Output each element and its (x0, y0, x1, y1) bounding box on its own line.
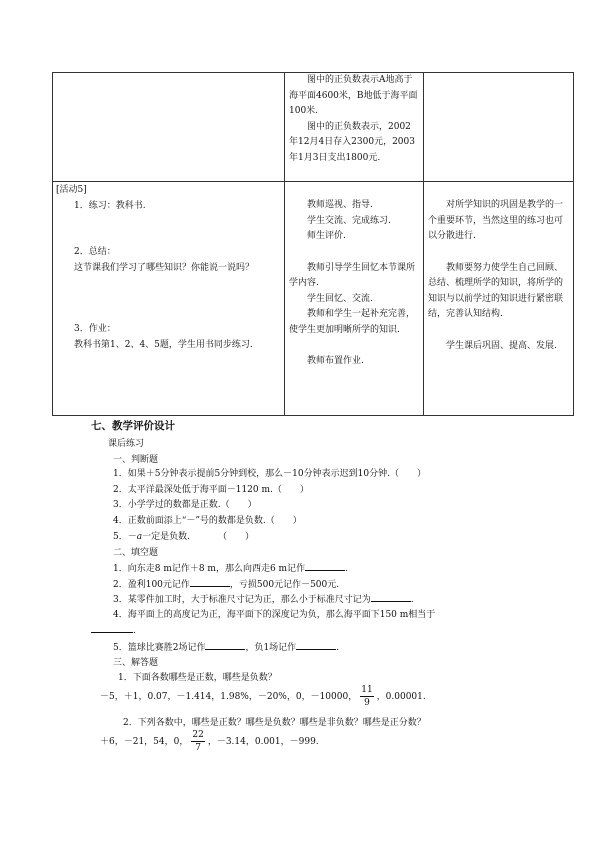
part1-q2: 2．太平洋最深处低于海平面－1120 m.（ ） (113, 485, 309, 495)
part2-q5-blank1[interactable] (205, 639, 245, 650)
activity-item1: 1．练习：教科书. (74, 200, 146, 211)
part2-q2-b: ，亏损500元记作－500元. (229, 580, 340, 590)
part3-q2-nums (100, 729, 319, 754)
part3-q1-nums-a: －5，＋1，0.07，－1.414，1.98%，－20%，0，－10000， (100, 692, 358, 702)
part2-q1-b: . (345, 564, 348, 574)
activity-col3-p3: 学生课后巩固、提高、发展. (446, 340, 557, 351)
activity-col1 (56, 183, 280, 353)
part3-q1: 1．下面各数哪些是正数，哪些是负数？ (118, 673, 277, 683)
activity-col3-p1: 对所学知识的巩固是教学的一个重要环节，当然这里的练习也可以分散进行. (428, 200, 564, 241)
part2-q1-blank[interactable] (305, 560, 345, 571)
part2-q1-a: 1．向东走8 m记作＋8 m，那么向西走6 m记作 (113, 564, 306, 574)
activity-item3-title: 3．作业： (74, 324, 116, 334)
section7-title: 七、教学评价设计 (91, 420, 175, 432)
part1-q3: 3．小学学过的数都是正数.（ ） (113, 500, 257, 510)
table-border-left (52, 72, 53, 416)
part1-q5-var: a (136, 532, 143, 542)
part2-q3 (113, 591, 414, 605)
part2-q5-a: 5．篮球比赛胜2场记作 (113, 643, 206, 653)
part2-q4-end: . (133, 626, 136, 636)
top-row-col2-p2: 图中的正负数表示，2002年12月4日存入2300元，2003年1月3日支出1800元. (289, 121, 415, 163)
table-row-divider (52, 181, 574, 182)
part1-q1: 1．如果＋5分钟表示提前5分钟到校，那么－10分钟表示迟到10分钟.（ ） (113, 469, 426, 479)
part2-q5-blank2[interactable] (296, 639, 336, 650)
section7-subtitle: 课后练习 (108, 439, 145, 449)
part3-q1-nums-b: ，0.00001. (376, 692, 426, 702)
part1-q5-paren: （ ） (217, 532, 254, 542)
part1-q4: 4．正数前面添上“－”号的数都是负数.（ ） (113, 516, 302, 526)
part3-title: 三、解答题 (113, 658, 159, 668)
part3-q1-frac-den: 9 (364, 698, 370, 708)
part1-q5-a: 5．－ (113, 532, 137, 542)
activity-col2-l7: 教师布置作业. (307, 356, 364, 366)
top-row-col2 (289, 73, 419, 166)
table-border-bottom (52, 415, 574, 416)
part3-q1-fraction (360, 684, 373, 709)
activity-col2-l4: 教师引导学生回忆本节课所学内容. (289, 262, 416, 288)
activity-col2-l2: 学生交流、完成练习. (307, 215, 391, 226)
activity-header: [活动5] (56, 185, 87, 195)
part3-q2: 2．下列各数中，哪些是正数？哪些是负数？哪些是非负数？哪些是正分数？ (123, 718, 426, 728)
part1-title: 一、判断题 (113, 455, 159, 465)
part2-q5-c: . (336, 643, 340, 653)
part1-q5-b: 一定是负数. (142, 532, 190, 542)
part2-q1 (113, 560, 348, 574)
activity-col2-l5: 学生回忆、交流. (307, 293, 373, 304)
activity-col2 (289, 198, 419, 370)
part2-q3-blank[interactable] (371, 591, 411, 602)
part2-q3-a: 3．某零件加工时，大于标准尺寸记为正，那么小于标准尺寸记为 (113, 595, 371, 605)
table-col-divider-1 (284, 72, 285, 416)
part3-q2-nums-a: ＋6，－21，54，0， (100, 737, 189, 747)
table-col-divider-2 (423, 72, 424, 416)
part2-q5-b: ，负1场记作 (245, 643, 297, 653)
part2-q3-b: . (410, 595, 414, 605)
part2-q4-blank[interactable] (91, 622, 133, 633)
table-border-right (573, 72, 574, 416)
activity-col2-l3: 师生评价. (307, 231, 346, 241)
part3-q2-fraction (191, 729, 204, 754)
part2-title: 二、填空题 (113, 548, 159, 558)
part2-q5 (113, 639, 339, 653)
part2-q2 (113, 576, 339, 590)
activity-col3-p2: 教师要努力使学生自己回顾、总结、梳理所学的知识，将所学的知识与以前学过的知识进行紧密联结，完善认知结构. (428, 262, 564, 319)
part2-q4-cont (91, 622, 136, 636)
activity-item2-title: 2．总结： (74, 247, 116, 257)
activity-item2-body: 这节课我们学习了哪些知识？你能说一说吗？ (74, 262, 255, 273)
part3-q1-frac-num: 11 (361, 685, 373, 695)
part3-q2-frac-den: 7 (195, 743, 201, 753)
part3-q2-nums-b: ，－3.14，0.001，－999. (207, 737, 319, 747)
part2-q2-blank[interactable] (190, 576, 230, 587)
top-row-col2-p1: 图中的正负数表示A地高于海平面4600米，B地低于海平面100米. (289, 75, 418, 116)
part1-q5 (113, 529, 254, 542)
activity-item3-body: 教科书第1、2、4、5题，学生用书同步练习. (74, 339, 253, 350)
activity-col2-l6: 教师和学生一起补充完善，使学生更加明晰所学的知识. (289, 309, 416, 335)
activity-col3 (428, 198, 569, 354)
part2-q4: 4．海平面上的高度记为正，海平面下的深度记为负，那么海平面下150 m相当于 (113, 610, 436, 620)
activity-col2-l1: 教师巡视、指导. (307, 200, 373, 210)
part3-q2-frac-num: 22 (192, 730, 204, 740)
part2-q2-a: 2．盈利100元记作 (113, 580, 190, 590)
part3-q1-nums (100, 684, 426, 709)
